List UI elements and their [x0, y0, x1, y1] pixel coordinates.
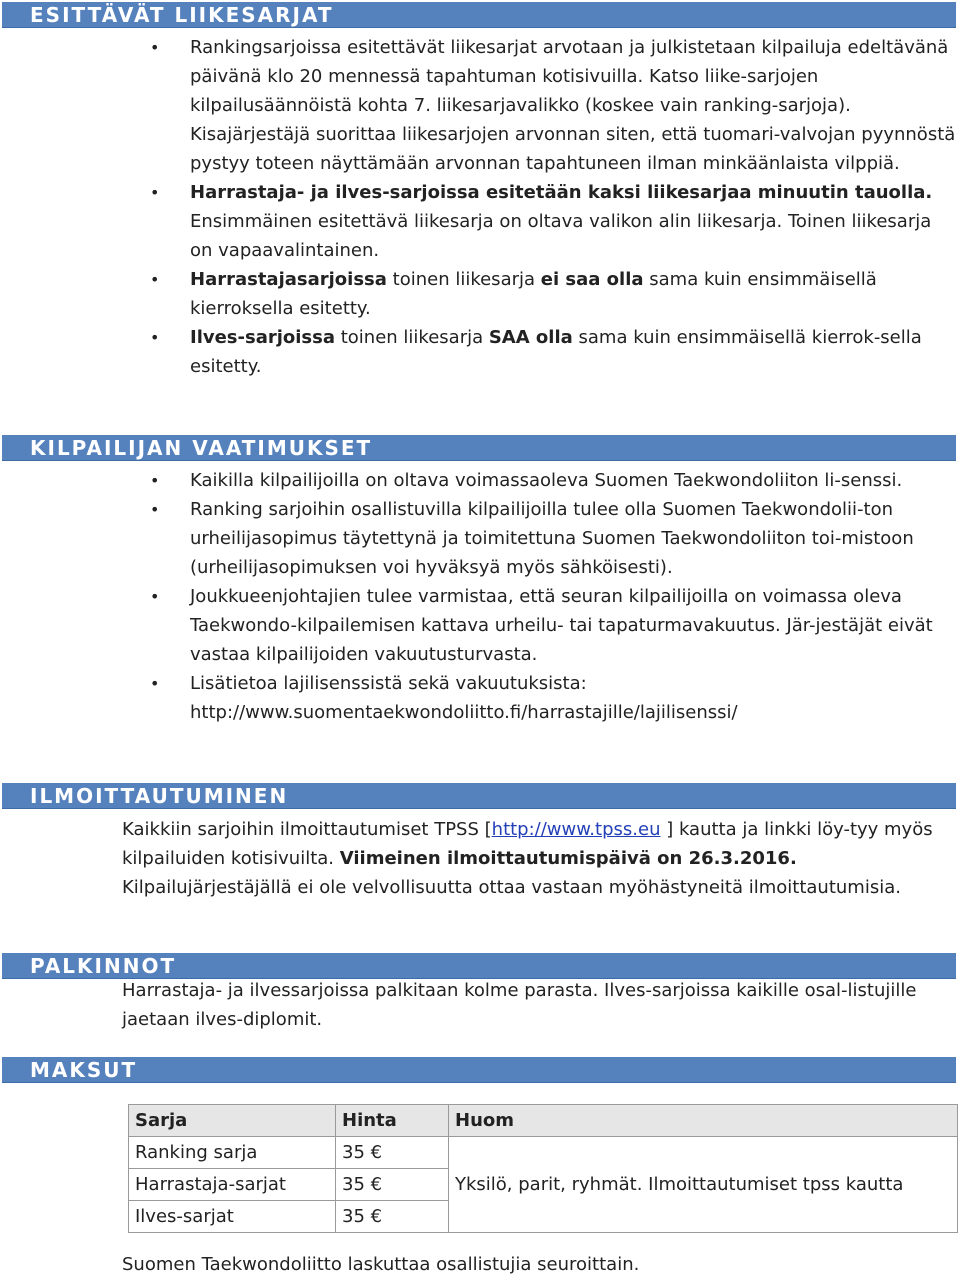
cell-hinta: 35 €	[336, 1201, 449, 1233]
tpss-link[interactable]: http://www.tpss.eu	[491, 819, 661, 840]
item-text: toinen liikesarja	[386, 269, 541, 290]
item-text: Lisätietoa lajilisenssistä sekä vakuutuksista:	[190, 673, 587, 694]
bullet-icon: •	[150, 183, 160, 202]
bullet-list	[150, 33, 958, 381]
bullet-icon: •	[150, 500, 160, 519]
table-row	[129, 1137, 958, 1169]
item-text-bold: Harrastajasarjoissa	[190, 269, 387, 290]
bullet-list	[150, 466, 958, 727]
paragraph-text: Kaikkiin sarjoihin ilmoittautumiset TPSS [	[122, 819, 492, 840]
section-body-palkinnot	[122, 976, 952, 1034]
item-text: Ensimmäinen esitettävä liikesarja on oltava valikon alin liikesarja. Toinen liikesarja on vapaavalintainen.	[190, 211, 932, 261]
item-text-bold: ei saa olla	[540, 269, 644, 290]
bullet-icon: •	[150, 587, 160, 606]
paragraph-text: Harrastaja- ja ilvessarjoissa palkitaan kolme parasta. Ilves-sarjoissa kaikille osal-listujille jaetaan ilves-diplomit.	[122, 980, 917, 1030]
column-header-hinta: Hinta	[336, 1105, 449, 1137]
paragraph-text: ] kautta ja linkki löy-tyy myös kilpailuiden kotisivuilta.	[122, 819, 933, 869]
item-text-bold: SAA olla	[488, 327, 573, 348]
bullet-icon: •	[150, 270, 160, 289]
list-item	[150, 669, 958, 727]
column-header-huom: Huom	[449, 1105, 958, 1137]
section-header-esittavat-liikesarjat: ESITTÄVÄT LIIKESARJAT	[2, 2, 956, 28]
bullet-icon: •	[150, 674, 160, 693]
fees-table	[128, 1104, 958, 1233]
cell-hinta: 35 €	[336, 1137, 449, 1169]
item-text: sama kuin ensimmäisellä kierroksella esitetty.	[190, 269, 877, 319]
list-item	[150, 495, 958, 582]
section-body-liikesarjat	[150, 33, 958, 381]
list-item	[150, 33, 958, 178]
cell-huom: Yksilö, parit, ryhmät. Ilmoittautumiset tpss kautta	[449, 1137, 958, 1233]
cell-sarja: Ranking sarja	[129, 1137, 336, 1169]
fees-footer-note: Suomen Taekwondoliitto laskuttaa osallistujia seuroittain.	[122, 1254, 640, 1275]
column-header-sarja: Sarja	[129, 1105, 336, 1137]
item-text: toinen liikesarja	[335, 327, 489, 348]
info-url[interactable]: http://www.suomentaekwondoliitto.fi/harrastajille/lajilisenssi/	[190, 702, 738, 723]
item-text: Joukkueenjohtajien tulee varmistaa, että seuran kilpailijoilla on voimassa oleva Taekwondo-kilpailemisen kattava urheilu- tai tapaturmavakuutus. Jär-jestäjät eivät vastaa kilpailijoiden vakuutusturvasta.	[190, 586, 933, 665]
section-header-ilmoittautuminen: ILMOITTAUTUMINEN	[2, 783, 956, 809]
item-text: sama kuin ensimmäisellä kierrok-sella esitetty.	[190, 327, 922, 377]
section-body-ilmoittautuminen	[122, 815, 952, 902]
list-item	[150, 265, 958, 323]
section-header-palkinnot: PALKINNOT	[2, 953, 956, 979]
deadline-text: Viimeinen ilmoittautumispäivä on 26.3.2016.	[339, 848, 797, 869]
table-header-row	[129, 1105, 958, 1137]
section-header-maksut: MAKSUT	[2, 1057, 956, 1083]
cell-sarja: Ilves-sarjat	[129, 1201, 336, 1233]
list-item	[150, 466, 958, 495]
item-text: Rankingsarjoissa esitettävät liikesarjat arvotaan ja julkistetaan kilpailuja edeltävänä päivänä klo 20 mennessä tapahtuman kotisivuilla. Katso liike-sarjojen kilpailusäännöistä kohta 7. liikesarjavalikko (koskee vain ranking-sarjoja). Kisajärjestäjä suorittaa liikesarjojen arvonnan siten, että tuomari-valvojan pyynnöstä pystyy toteen näyttämään arvonnan tapahtuneen ilman minkäänlaista vilppiä.	[190, 37, 956, 174]
bullet-icon: •	[150, 328, 160, 347]
paragraph-text: Kilpailujärjestäjällä ei ole velvollisuutta ottaa vastaan myöhästyneitä ilmoittautumisia.	[122, 877, 901, 898]
list-item	[150, 582, 958, 669]
bullet-icon: •	[150, 471, 160, 490]
item-text-bold: Ilves-sarjoissa	[190, 327, 336, 348]
section-body-vaatimukset	[150, 466, 958, 727]
cell-hinta: 35 €	[336, 1169, 449, 1201]
section-header-kilpailijan-vaatimukset: KILPAILIJAN VAATIMUKSET	[2, 435, 956, 461]
list-item	[150, 323, 958, 381]
item-text: Kaikilla kilpailijoilla on oltava voimassaoleva Suomen Taekwondoliiton li-senssi.	[190, 470, 903, 491]
item-text: Ranking sarjoihin osallistuvilla kilpailijoilla tulee olla Suomen Taekwondolii-ton urheilijasopimus täytettynä ja toimitettuna Suomen Taekwondoliiton toi-mistoon (urheilijasopimuksen voi hyväksyä myös sähköisesti).	[190, 499, 914, 578]
list-item	[150, 178, 958, 265]
bullet-icon: •	[150, 38, 160, 57]
cell-sarja: Harrastaja-sarjat	[129, 1169, 336, 1201]
item-text-bold: Harrastaja- ja ilves-sarjoissa esitetään kaksi liikesarjaa minuutin tauolla.	[190, 182, 933, 203]
